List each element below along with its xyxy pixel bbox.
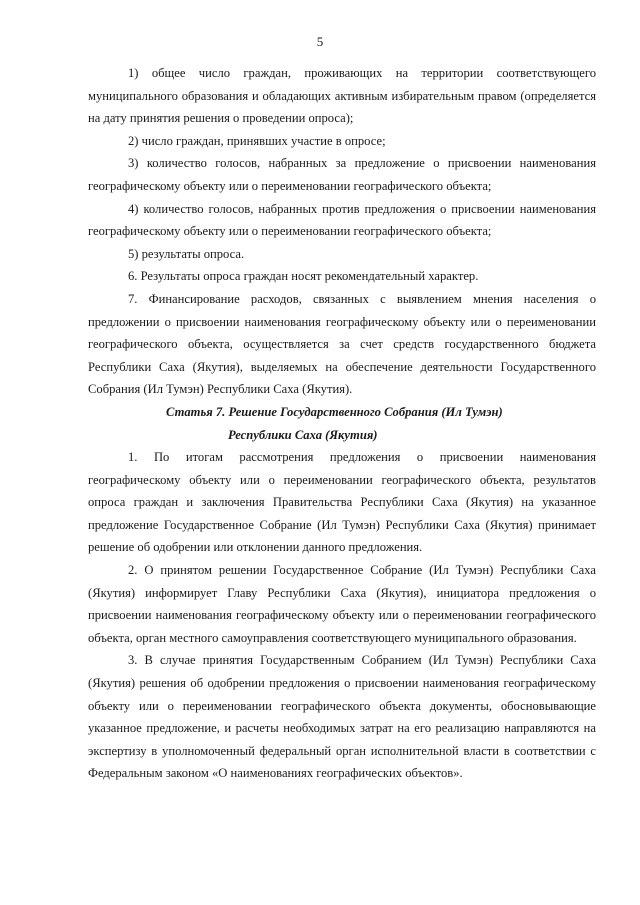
paragraph-advisory-nature: 6. Результаты опроса граждан носят рекомендательный характер. bbox=[128, 269, 479, 284]
paragraph-expertise: 3. В случае принятия Государственным Собранием (Ил Тумэн) Республики Саха (Якутия) решения об одобрении предложения о присвоении наименования географическому объекту или о переименовании географического объекта документы, обосновывающие указанное предложение, и расчеты необходимых затрат на его реализацию направляются на экспертизу в уполномоченный федеральный орган исполнительной власти в соответствии с Федеральным законом «О наименованиях географических объектов». bbox=[88, 653, 596, 781]
paragraph-votes-against: 4) количество голосов, набранных против предложения о присвоении наименования географическому объекту или о переименовании географического объекта; bbox=[88, 201, 596, 239]
paragraph-voters-total: 1) общее число граждан, проживающих на территории соответствующего муниципального образования и обладающих активным избирательным правом (определяется на дату принятия решения о проведении опроса); bbox=[88, 66, 596, 126]
article-heading-continuation: Республики Саха (Якутия) bbox=[228, 427, 378, 442]
paragraph-financing: 7. Финансирование расходов, связанных с выявлением мнения населения о предложении о присвоении наименования географическому объекту или о переименовании географического объекта, осуществляется за счет средств государственного бюджета Республики Саха (Якутия), выделяемых на обеспечение деятельности Государственного Собрания (Ил Тумэн) Республики Саха (Якутия). bbox=[88, 291, 596, 397]
paragraph-notification: 2. О принятом решении Государственное Собрание (Ил Тумэн) Республики Саха (Якутия) информирует Главу Республики Саха (Якутия), инициатора предложения о присвоении наименования географическому объекту или о переименовании географического объекта, орган местного самоуправления соответствующего муниципального образования. bbox=[88, 563, 596, 645]
document-body bbox=[88, 62, 596, 785]
paragraph-poll-results: 5) результаты опроса. bbox=[128, 246, 245, 261]
paragraph-votes-for: 3) количество голосов, набранных за предложение о присвоении наименования географическому объекту или о переименовании географического объекта; bbox=[88, 156, 596, 193]
article-heading: Статья 7. Решение Государственного Собрания (Ил Тумэн) bbox=[166, 404, 503, 419]
paragraph-decision: 1. По итогам рассмотрения предложения о присвоении наименования географическому объекту или о переименовании географического объекта, результатов опроса граждан и заключения Правительства Республики Саха (Якутия) на указанное предложение Государственное Собрание (Ил Тумэн) Республики Саха (Якутия) принимает решение об одобрении или отклонении данного предложения. bbox=[88, 450, 596, 555]
page-number: 5 bbox=[316, 34, 324, 49]
paragraph-participants: 2) число граждан, принявших участие в опросе; bbox=[128, 133, 386, 148]
